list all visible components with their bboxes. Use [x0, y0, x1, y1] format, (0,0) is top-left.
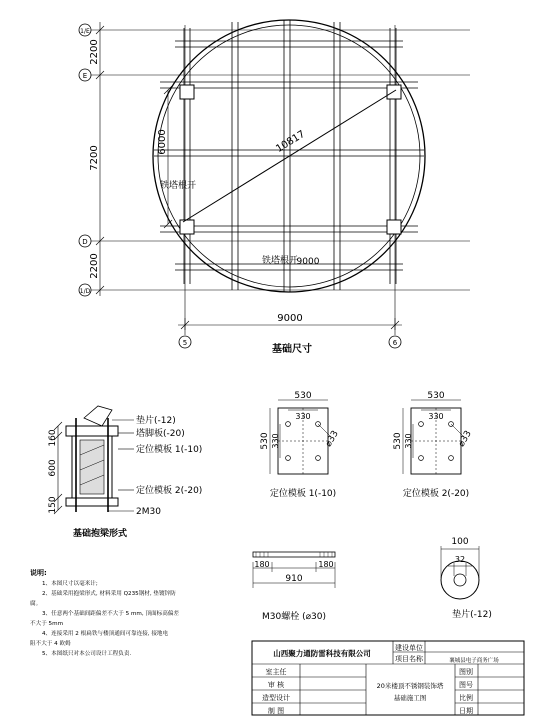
bolt-dim-mid: 910 — [285, 574, 303, 584]
template-2-width: 530 — [427, 391, 445, 401]
template-1-title: 定位模板 1(-10) — [269, 489, 337, 499]
template-1-inner-width: 330 — [295, 412, 311, 421]
dim-bottom: 2200 — [89, 253, 100, 279]
drawing-title-2: 基础施工图 — [393, 694, 427, 702]
dim-width-inner: 9000 — [296, 257, 320, 267]
notes-line: 5、本图纸只对本公司设计工程负责. — [42, 651, 132, 657]
role-design: 造型设计 — [262, 694, 290, 702]
project-name-label: 项目名称 — [395, 655, 423, 663]
shim-outer-dim: 100 — [451, 537, 469, 547]
role-review: 审 核 — [267, 681, 285, 689]
field-category: 图别 — [459, 668, 473, 676]
notes-line: 不大于 5mm — [30, 621, 64, 627]
notes-line: 1、本图尺寸以毫米计; — [42, 581, 98, 587]
shim-outer — [441, 561, 479, 599]
foundation-plan — [79, 20, 470, 348]
shim-inner-dim: 32 — [454, 555, 466, 564]
callout-shim: 垫片(-12) — [136, 416, 176, 426]
notes-heading: 说明: — [30, 569, 47, 577]
bolt-title: M30螺栓 (⌀30) — [262, 612, 326, 622]
template-2-title: 定位模板 2(-20) — [402, 489, 470, 499]
field-scale: 比例 — [459, 694, 473, 702]
template-2-hole: ⌀33 — [456, 429, 474, 449]
axis-label-right: 6 — [392, 339, 398, 347]
title-block-texts — [262, 643, 499, 715]
callout-template-1: 定位模板 1(-10) — [136, 445, 203, 455]
dim-width-bottom: 9000 — [277, 313, 303, 324]
template-1-width: 530 — [294, 391, 312, 401]
bolt-dim-right: 180 — [318, 560, 334, 569]
dim-middle: 7200 — [89, 145, 100, 171]
role-drafting: 制 图 — [267, 707, 285, 715]
beam-core — [80, 440, 104, 494]
axis-label-bottom: 1/D — [79, 288, 91, 295]
company-name: 山西聚力通防雷科技有限公司 — [273, 649, 371, 658]
template-2-texts — [393, 391, 474, 499]
label-tower-span-1: 铁塔根开 — [160, 181, 197, 191]
axis-label-d: D — [82, 238, 88, 246]
axis-label-left: 5 — [182, 339, 188, 347]
notes-line: 4、连接采用 2 根扁铁与楼顶通间可靠连接, 接地电 — [42, 631, 169, 637]
beam-section — [54, 406, 134, 514]
template-1-hole: ⌀33 — [323, 429, 341, 449]
drawing-title-1: 20米楼顶不锈钢装饰塔 — [376, 682, 444, 690]
axis-label-e: E — [82, 72, 88, 80]
axis-lines — [90, 25, 470, 335]
role-director: 室主任 — [265, 668, 287, 676]
dim-diagonal: 10817 — [274, 128, 308, 155]
plan-texts — [80, 28, 398, 355]
notes-line: 腐。 — [30, 601, 42, 607]
notes — [30, 568, 179, 657]
bottom-plate — [66, 498, 118, 506]
notes-line: 2、基础采用抱梁形式, 材料采用 Q235钢材, 垫镀锌防 — [42, 591, 176, 597]
top-plate — [66, 426, 118, 436]
bolt-texts — [254, 560, 333, 622]
dim-top: 2200 — [89, 39, 100, 65]
left-dimensions — [96, 22, 172, 296]
label-tower-span-2: 铁塔根开 — [262, 256, 299, 266]
bolt-shank — [253, 552, 335, 557]
template-2-inner-width: 330 — [428, 412, 444, 421]
template-2-height: 530 — [393, 432, 403, 450]
section-dim-1: 160 — [48, 429, 58, 447]
dim-inner-height: 6000 — [157, 129, 168, 155]
template-1-inner-height: 330 — [271, 433, 280, 449]
axis-bubbles — [79, 24, 401, 348]
callout-foot-plate: 塔脚板(-20) — [136, 429, 185, 439]
section-title: 基础抱梁形式 — [72, 529, 128, 539]
project-name-value: 襄城县电子商务广场 — [449, 658, 499, 664]
template-1-height: 530 — [260, 432, 270, 450]
bolt-dim-left: 180 — [254, 560, 270, 569]
callout-bolt: 2M30 — [136, 507, 161, 517]
shim-washer — [441, 546, 479, 599]
template-2-inner-height: 330 — [404, 433, 413, 449]
notes-line: 阻不大于 4 欧姆 — [30, 641, 71, 647]
template-1-texts — [260, 391, 341, 499]
field-date: 日期 — [459, 707, 473, 715]
shim-title: 垫片(-12) — [452, 610, 492, 620]
callout-template-2: 定位模板 2(-20) — [136, 486, 203, 496]
shim-texts — [451, 537, 491, 620]
axis-label-top: 1/E — [80, 28, 90, 35]
shim-inner — [454, 574, 466, 586]
field-number: 图号 — [459, 681, 473, 689]
plan-title: 基础尺寸 — [272, 344, 312, 355]
section-dim-2: 600 — [48, 459, 58, 477]
section-dim-3: 150 — [48, 496, 58, 514]
notes-line: 3、任意两个基础间距偏差不大于 5 mm, 顶面标高偏差 — [42, 611, 180, 617]
build-unit-label: 建设单位 — [395, 644, 423, 652]
